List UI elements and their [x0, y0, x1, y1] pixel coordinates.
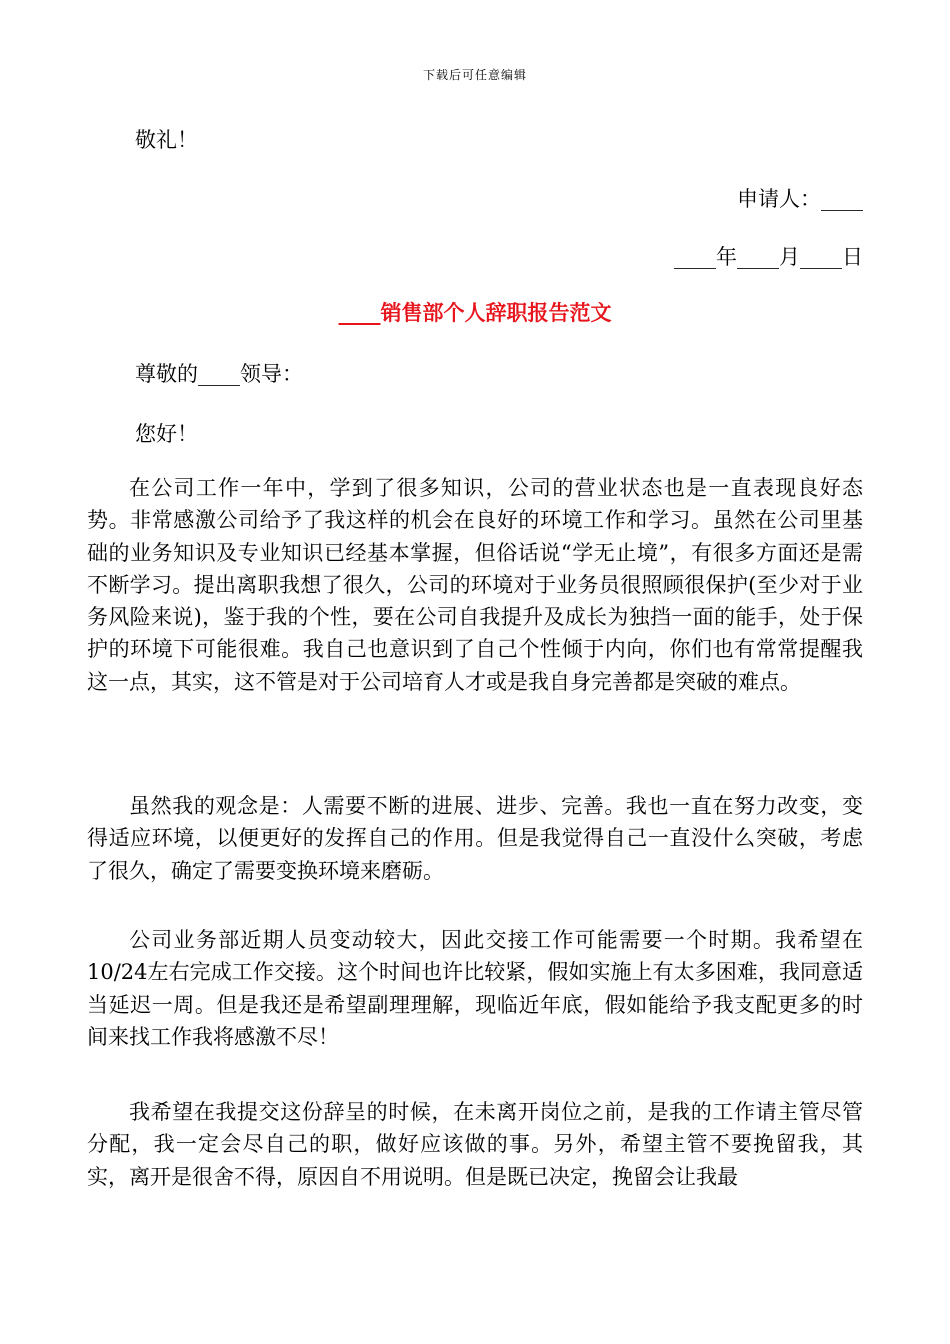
- greeting: 您好！: [135, 422, 198, 446]
- closing-salutation: 敬礼！: [135, 128, 198, 152]
- body-paragraph-4: 我希望在我提交这份辞呈的时候，在未离开岗位之前，是我的工作请主管尽管分配，我一定会尽自己的职，做好应该做的事。另外，希望主管不要挽留我，其实，离开是很舍不得，原因自不用说明。但是既已决定，挽留会让我最: [87, 1100, 863, 1189]
- body-paragraph-1: 在公司工作一年中，学到了很多知识，公司的营业状态也是一直表现良好态势。非常感激公司给予了我这样的机会在良好的环境工作和学习。虽然在公司里基础的业务知识及专业知识已经基本掌握，但俗话说“学无止境”，有很多方面还是需不断学习。提出离职我想了很久，公司的环境对于业务员很照顾很保护(至少对于业务风险来说)，鉴于我的个性，要在公司自我提升及成长为独挡一面的能手，处于保护的环境下可能很难。我自己也意识到了自己个性倾于内向，你们也有常常提醒我这一点，其实，这不管是对于公司培育人才或是我自身完善都是突破的难点。: [87, 476, 863, 694]
- applicant-line: 申请人：____: [737, 187, 863, 211]
- page-header: 下载后可任意编辑: [422, 68, 527, 82]
- body-paragraph-3: 公司业务部近期人员变动较大，因此交接工作可能需要一个时期。我希望在10/24左右完成工作交接。这个时间也许比较紧，假如实施上有太多困难，我同意适当延迟一周。但是我还是希望副理理解，现临近年底，假如能给予我支配更多的时间来找工作我将感激不尽！: [87, 928, 863, 1049]
- salutation: 尊敬的____领导：: [135, 362, 303, 386]
- date-line: ____年____月____日: [674, 245, 863, 269]
- document-title: ____销售部个人辞职报告范文: [338, 300, 612, 325]
- body-paragraph-2: 虽然我的观念是：人需要不断的进展、进步、完善。我也一直在努力改变，变得适应环境，以便更好的发挥自己的作用。但是我觉得自己一直没什么突破，考虑了很久，确定了需要变换环境来磨砺。: [87, 794, 863, 883]
